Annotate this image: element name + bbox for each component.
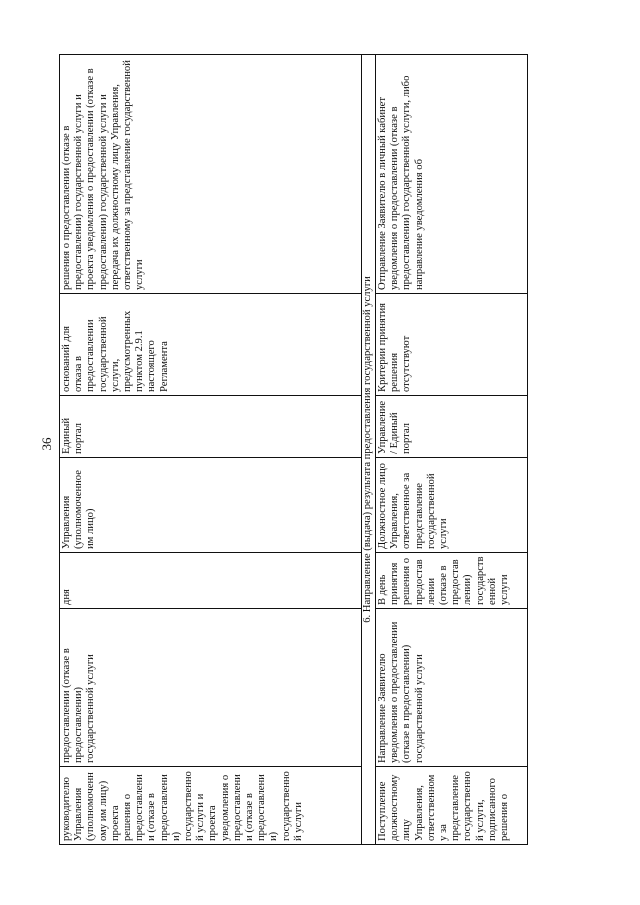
table-cell: Управления (уполномоченное им лицо) bbox=[60, 458, 362, 553]
table-cell: руководителю Управления (уполномоченному им лицу) проекта решения о предоставлении (отказе в предоставлении) государственной услуги и проекта уведомления о предоставлении (отказе в предоставлении) государственной услуги bbox=[60, 767, 362, 845]
table-cell: Единый портал bbox=[60, 396, 362, 458]
table-cell: Направление Заявителю уведомления о предоставлении (отказе в предоставлении) государственной услуги bbox=[376, 609, 528, 767]
table-cell: Поступление должностному лицу Управления, ответственному за представление государственной услуги, подписанного решения о bbox=[376, 767, 528, 845]
table-row bbox=[60, 55, 362, 845]
table-cell: оснований для отказа в предоставлении государственной услуги, предусмотренных пунктом 2.9.1 настоящего Регламента bbox=[60, 294, 362, 396]
page-number: 36 bbox=[39, 437, 54, 451]
section-header-row bbox=[362, 55, 376, 845]
table-cell: Отправление Заявителю в личный кабинет уведомления о предоставлении (отказе в предоставлении) государственной услуги, либо направление уведомления об bbox=[376, 55, 528, 294]
table-cell: Должностное лицо Управления, ответственное за представление государственной услуги bbox=[376, 458, 528, 553]
rotated-page-content bbox=[59, 55, 531, 845]
table-cell: Критерии принятия решения отсутствуют bbox=[376, 294, 528, 396]
table-cell: Управление/ Единый портал bbox=[376, 396, 528, 458]
table-row bbox=[376, 55, 528, 845]
table-cell: В день принятия решения о предоставлении (отказе в предоставлении) государственной услуги bbox=[376, 553, 528, 609]
procedure-table bbox=[59, 54, 528, 845]
table-cell: решения о предоставлении (отказе в предоставлении) государственной услуги и проекта уведомления о предоставлении (отказе в предоставлении) государственной услуги и передача их должностному лицу Управления, ответственному за представление государственной услуги bbox=[60, 55, 362, 294]
section-title: 6. Направление (выдача) результата предоставления государственной услуги bbox=[362, 55, 376, 845]
table-cell: предоставлении (отказе в предоставлении) государственной услуги bbox=[60, 609, 362, 767]
table-cell: дня bbox=[60, 553, 362, 609]
